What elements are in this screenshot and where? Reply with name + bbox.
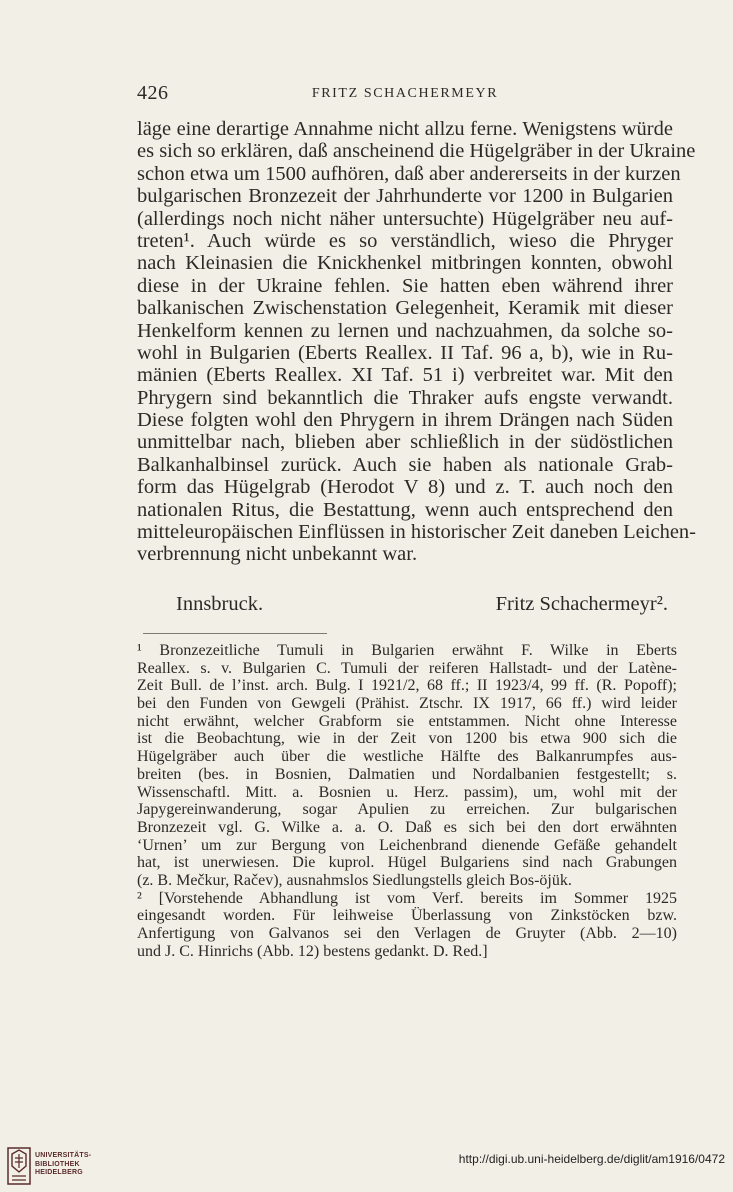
footnote-line: Hügelgräber auch über die westliche Hälfte des Balkanrumpfes aus- <box>137 748 677 766</box>
footnote-line: Reallex. s. v. Bulgarien C. Tumuli der reiferen Hallstadt- und der Latène- <box>137 659 677 677</box>
footnote-line: ‘Urnen’ um zur Bergung von Leichenbrand dienende Gefäße gehandelt <box>137 836 677 854</box>
signature-place: Innsbruck. <box>176 593 264 615</box>
body-line: treten¹. Auch würde es so verständlich, wieso die Phryger <box>137 229 673 252</box>
footnote-line: eingesandt worden. Für leihweise Überlassung von Zinkstöcken bzw. <box>137 907 677 925</box>
footnote-line: ¹ Bronzezeitliche Tumuli in Bulgarien erwähnt F. Wilke in Eberts <box>137 642 677 659</box>
footnote-line: Anfertigung von Galvanos sei den Verlagen de Gruyter (Abb. 2—10) <box>137 925 677 942</box>
body-line: es sich so erklären, daß anscheinend die Hügelgräber in der Ukraine <box>137 140 696 163</box>
footnote-line: ist die Beobachtung, wie in der Zeit von 1200 bis etwa 900 sich die <box>137 730 677 748</box>
body-line: nach Kleinasien die Knickhenkel mitbringen konnten, obwohl <box>137 252 673 275</box>
running-title: FRITZ SCHACHERMEYR <box>311 86 499 101</box>
body-line: läge eine derartige Annahme nicht allzu ferne. Wenigstens würde <box>137 118 673 140</box>
footnote-line: Japygereinwanderung, sogar Apulien zu erreichen. Zur bulgarischen <box>137 801 677 819</box>
signature-author: Fritz Schachermeyr². <box>495 593 668 615</box>
library-name-line: BIBLIOTHEK <box>35 1160 80 1168</box>
footnotes <box>137 642 677 960</box>
library-name-line: UNIVERSITÄTS- <box>35 1152 92 1159</box>
body-line: Henkelform kennen zu lernen und nachzuahmen, da solche so- <box>137 319 673 342</box>
body-line: mitteleuropäischen Einflüssen in historischer Zeit daneben Leichen- <box>137 521 697 544</box>
page-header <box>137 82 673 110</box>
body-line: schon etwa um 1500 aufhören, daß aber andererseits in der kurzen <box>137 162 681 185</box>
footnote-line: bei den Funden von Gewgeli (Prähist. Ztschr. IX 1917, 66 ff.) wird leider <box>137 695 677 713</box>
footnote-line: Wissenschaftl. Mitt. a. Bosnien u. Herz. passim), um, wohl mit der <box>137 783 677 801</box>
body-line: (allerdings noch nicht näher untersuchte) Hügelgräber neu auf- <box>137 207 673 230</box>
signature <box>176 593 668 617</box>
footnote-line: (z. B. Mečkur, Račev), ausnahmslos Siedlungstells gleich Bos-öjük. <box>137 871 572 889</box>
footnote-line: breiten (bes. in Bosnien, Dalmatien und Nordalbanien festgestellt; s. <box>137 765 677 783</box>
body-text <box>137 118 697 566</box>
library-name <box>35 1152 91 1178</box>
source-url-link[interactable]: http://digi.ub.uni-heidelberg.de/diglit/am1916/0472 <box>458 1152 725 1166</box>
body-line: Diese folgten wohl den Phrygern in ihrem Drängen nach Süden <box>137 409 673 432</box>
library-seal-icon <box>7 1146 31 1186</box>
footnote-line: nicht erwähnt, welcher Grabform sie entstammen. Nicht ohne Interesse <box>137 712 677 730</box>
body-line: Balkanhalbinsel zurück. Auch sie haben als nationale Grab- <box>137 453 673 476</box>
body-line: wohl in Bulgarien (Eberts Reallex. II Taf. 96 a, b), wie in Ru- <box>137 341 673 364</box>
footnote-line: ² [Vorstehende Abhandlung ist vom Verf. bereits im Sommer 1925 <box>137 889 677 907</box>
body-line: unmittelbar nach, blieben aber schließlich in der südöstlichen <box>137 431 673 454</box>
footer <box>0 1140 733 1192</box>
body-line: nationalen Ritus, die Bestattung, wenn auch entsprechend den <box>137 498 673 521</box>
body-line: verbrennung nicht unbekannt war. <box>137 543 418 566</box>
footnote-divider <box>143 633 327 634</box>
body-line: balkanischen Zwischenstation Gelegenheit, Keramik mit dieser <box>137 297 673 320</box>
footnote-line: und J. C. Hinrichs (Abb. 12) bestens gedankt. D. Red.] <box>137 942 488 960</box>
library-logo[interactable] <box>7 1146 127 1186</box>
page-number: 426 <box>137 82 169 104</box>
body-line: bulgarischen Bronzezeit der Jahrhunderte vor 1200 in Bulgarien <box>137 185 673 208</box>
library-name-line: HEIDELBERG <box>35 1169 83 1176</box>
footnote-line: Zeit Bull. de l’inst. arch. Bulg. I 1921/2, 68 ff.; II 1923/4, 99 ff. (R. Popoff); <box>137 677 677 695</box>
body-line: mänien (Eberts Reallex. XI Taf. 51 i) verbreitet war. Mit den <box>137 364 673 387</box>
body-line: diese in der Ukraine fehlen. Sie hatten eben während ihrer <box>137 274 673 297</box>
footnote-line: Bronzezeit vgl. G. Wilke a. a. O. Daß es sich bei den dort erwähnten <box>137 818 677 836</box>
body-line: form das Hügelgrab (Herodot V 8) und z. T. auch noch den <box>137 476 673 499</box>
footnote-line: hat, ist unerwiesen. Die kuprol. Hügel Bulgariens sind nach Grabungen <box>137 854 677 872</box>
body-line: Phrygern sind bekanntlich die Thraker aufs engste verwandt. <box>137 386 673 409</box>
